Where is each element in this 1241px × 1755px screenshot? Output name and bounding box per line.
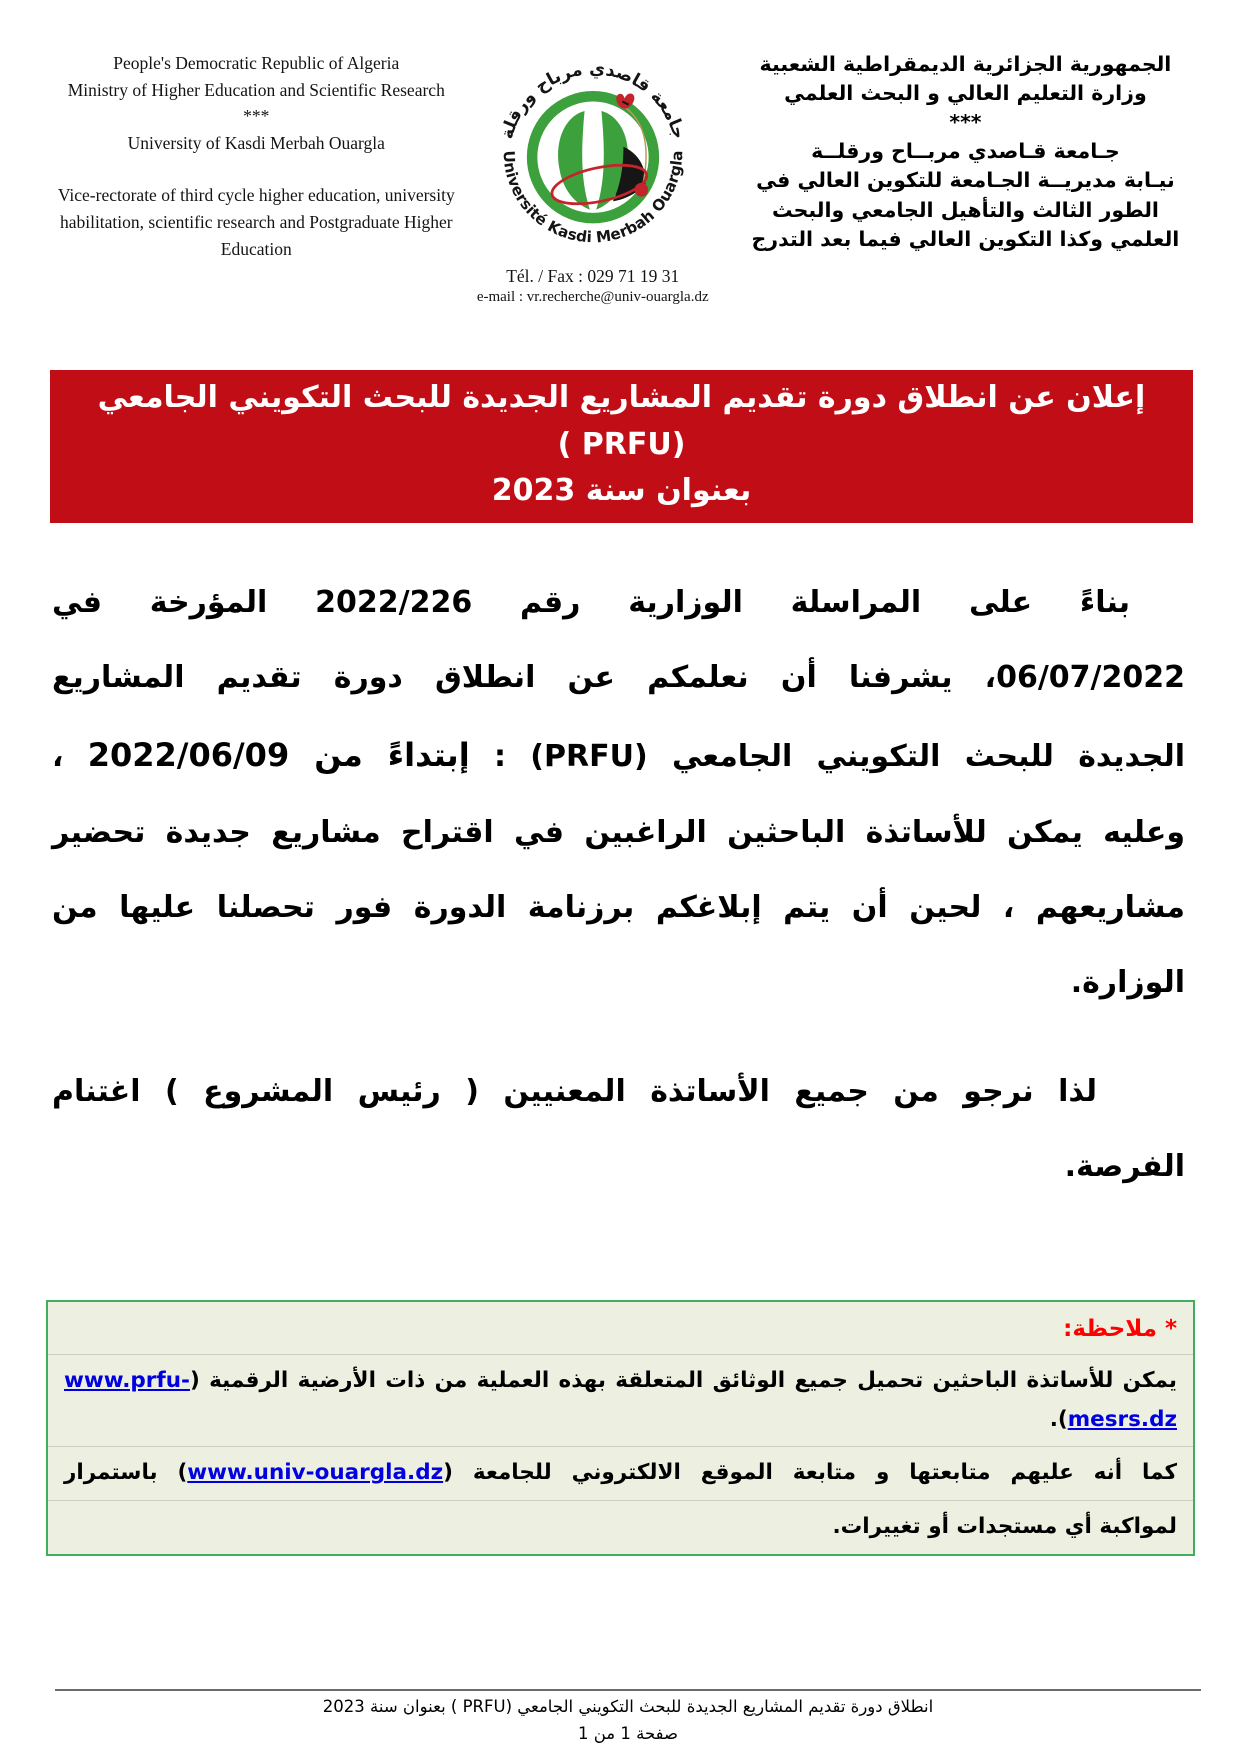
header-center-block <box>458 50 728 306</box>
footer-page-number: صفحة 1 من 1 <box>578 1723 678 1743</box>
header-arabic-block <box>728 50 1203 306</box>
logo-red-dot <box>634 183 648 197</box>
ar-vice-rectorate-line-2: الطور الثالث والتأهيل الجامعي والبحث <box>771 197 1159 222</box>
note-p1-text: يمكن للأساتذة الباحثين تحميل جميع الوثائق المتعلقة بهذه العملية من ذات الأرضية الرقمية ( <box>189 1367 1177 1393</box>
note-p1-closing: ). <box>1049 1406 1068 1432</box>
note-p2-text: كما أنه عليهم متابعتها و متابعة الموقع الالكتروني للجامعة ( <box>443 1460 1177 1486</box>
logo-arc-text-french: Université Kasdi Merbah Ouargla <box>499 150 687 247</box>
note-p2-closing: ) باستمرار <box>64 1460 188 1486</box>
announcement-title-banner <box>50 370 1193 523</box>
tel-fax-line: Tél. / Fax : 029 71 19 31 <box>506 266 680 286</box>
body-paragraph-2: لذا نرجو من جميع الأساتذة المعنيين ( رئيس المشروع ) اغتنام الفرصة. <box>52 1073 1185 1184</box>
university-logo-svg <box>488 50 698 256</box>
spacer <box>55 156 458 182</box>
ar-vice-rectorate-line-3: العلمي وكذا التكوين العالي فيما بعد التدرج <box>751 226 1180 251</box>
header-english-block <box>55 50 458 306</box>
en-stars-separator: *** <box>243 106 270 127</box>
en-republic-line: People's Democratic Republic of Algeria <box>113 53 400 73</box>
p1-lead-text: بناءً على المراسلة الوزارية رقم 2022/226 المؤرخة في 06/07/2022، يشرفنا أن نعلمكم عن انطلاق دورة تقديم المشاريع الجديدة للبحث التكويني الجامعي (PRFU) : <box>52 584 1185 774</box>
footer-title-line: انطلاق دورة تقديم المشاريع الجديدة للبحث التكويني الجامعي (PRFU ) بعنوان سنة 2023 <box>322 1697 934 1717</box>
note-heading: * ملاحظة: <box>1063 1315 1177 1342</box>
ar-republic-line: الجمهورية الجزائرية الديمقراطية الشعبية <box>759 52 1172 76</box>
announcement-body <box>52 565 1185 1204</box>
email-line: e-mail : vr.recherche@univ-ouargla.dz <box>476 289 709 305</box>
banner-line-2: بعنوان سنة 2023 <box>491 473 752 508</box>
logo-arc-text-arabic: جامعة قاصدي مرباح ورقلة <box>496 58 689 142</box>
university-website-link[interactable]: www.univ-ouargla.dz <box>187 1460 444 1486</box>
p1-tail-text: ، وعليه يمكن للأساتذة الباحثين الراغبين في اقتراح مشاريع جديدة تحضير مشاريعهم ، لحين أن يتم إبلاغكم برزنامة الدورة فور تحصلنا عليها من الوزارة. <box>52 738 1185 1000</box>
note-paragraph-1 <box>48 1354 1193 1446</box>
ar-stars-separator: *** <box>949 110 982 135</box>
ar-vice-rectorate-line-1: نيـابة مديريــة الجـامعة للتكوين العالي في <box>756 168 1175 193</box>
ar-ministry-line: وزارة التعليم العالي و البحث العلمي <box>784 81 1147 106</box>
page-footer <box>55 1689 1201 1747</box>
en-university-line: University of Kasdi Merbah Ouargla <box>127 132 385 153</box>
prfu-platform-link[interactable]: www.prfu-mesrs.dz <box>64 1367 1177 1432</box>
en-ministry-line: Ministry of Higher Education and Scientific Research <box>67 79 445 100</box>
note-paragraph-3: لمواكبة أي مستجدات أو تغييرات. <box>48 1500 1193 1554</box>
banner-line-1: إعلان عن انطلاق دورة تقديم المشاريع الجديدة للبحث التكويني الجامعي (PRFU ) <box>97 380 1146 462</box>
body-paragraph-1 <box>52 565 1185 1020</box>
en-vice-rectorate-line: Vice-rectorate of third cycle higher education, university habilitation, scientific research and Postgraduate Higher Education <box>57 185 455 259</box>
document-header <box>0 0 1241 306</box>
note-paragraph-2 <box>48 1446 1193 1500</box>
note-box <box>46 1300 1195 1556</box>
ar-university-line: جـامعة قـاصدي مربــاح ورقلــة <box>811 139 1120 164</box>
university-logo-icon <box>488 50 698 260</box>
p1-start-date-emphasis: إبتداءً من 2022/06/09 <box>87 735 470 774</box>
